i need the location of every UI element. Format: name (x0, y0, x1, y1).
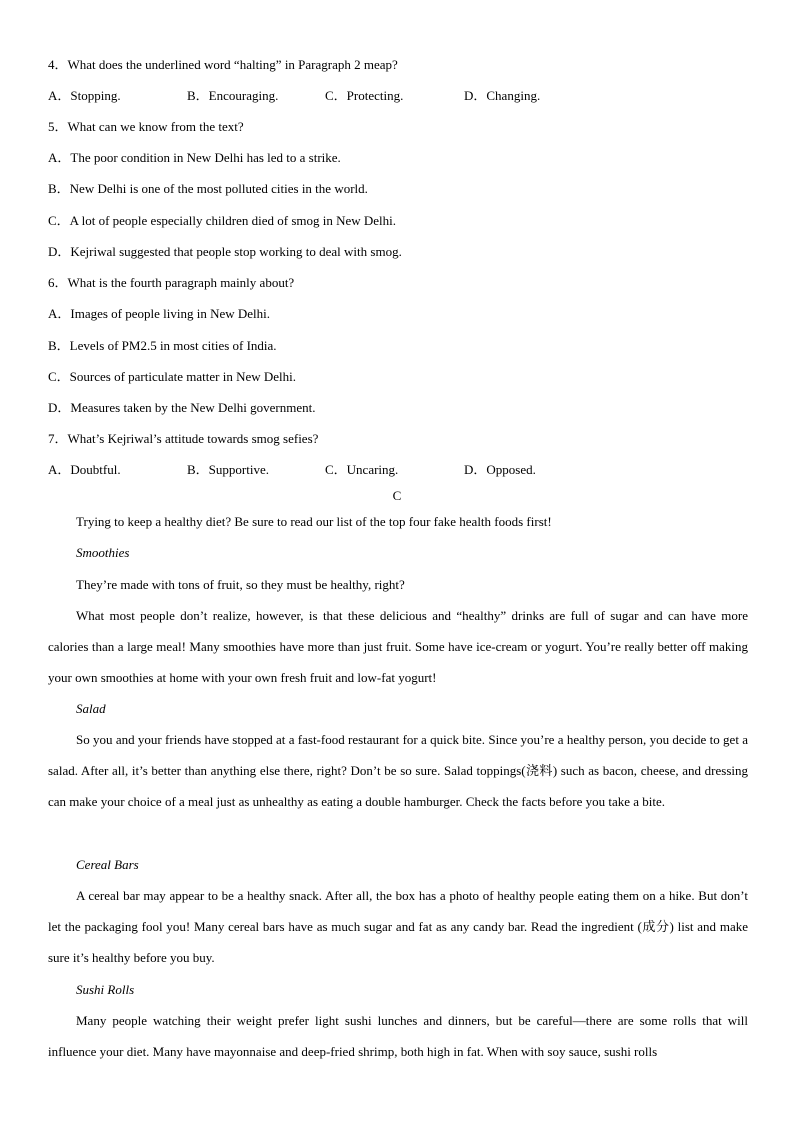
q7-stem: 7．What’s Kejriwal’s attitude towards smog sefies? (48, 431, 319, 446)
sushi-rolls-paragraph: Many people watching their weight prefer light sushi lunches and dinners, but be careful—there are some rolls that will influence your diet. Many have mayonnaise and deep-fried shrimp, both high in fat. When with soy sauce, sushi rolls (48, 1013, 748, 1060)
q5-option-d: D．Kejriwal suggested that people stop working to deal with smog. (48, 244, 402, 259)
q7-option-b: B．Supportive. (187, 462, 269, 477)
q6-stem: 6．What is the fourth paragraph mainly about? (48, 275, 295, 290)
heading-smoothies: Smoothies (76, 545, 130, 560)
smoothies-question: They’re made with tons of fruit, so they must be healthy, right? (76, 577, 405, 592)
passage-intro: Trying to keep a healthy diet? Be sure to read our list of the top four fake health foods first! (76, 514, 552, 529)
heading-salad: Salad (76, 701, 106, 716)
q5-stem: 5．What can we know from the text? (48, 119, 244, 134)
q4-option-b: B．Encouraging. (187, 88, 279, 103)
heading-sushi-rolls: Sushi Rolls (76, 982, 135, 997)
q4-option-a: A．Stopping. (48, 88, 121, 103)
q4-stem: 4．What does the underlined word “halting” in Paragraph 2 meap? (48, 57, 398, 72)
heading-cereal-bars: Cereal Bars (76, 857, 139, 872)
q7-option-d: D．Opposed. (464, 462, 536, 477)
q6-option-c: C．Sources of particulate matter in New Delhi. (48, 369, 297, 384)
q6-option-d: D．Measures taken by the New Delhi government. (48, 400, 316, 415)
q7-option-a: A．Doubtful. (48, 462, 121, 477)
q5-option-c: C．A lot of people especially children died of smog in New Delhi. (48, 213, 397, 228)
q6-option-a: A．Images of people living in New Delhi. (48, 306, 271, 321)
q4-option-c: C．Protecting. (325, 88, 404, 103)
q7-option-c: C．Uncaring. (325, 462, 399, 477)
q5-option-b: B．New Delhi is one of the most polluted cities in the world. (48, 181, 368, 196)
passage-label: C (392, 488, 402, 503)
cereal-bars-paragraph: A cereal bar may appear to be a healthy snack. After all, the box has a photo of healthy people eating them on a hike. But don’t let the packaging fool you! Many cereal bars have as much sugar and fat as any candy bar. Read the ingredient (成分) list and make sure it’s healthy before you buy. (48, 888, 748, 966)
q4-option-d: D．Changing. (464, 88, 541, 103)
salad-paragraph: So you and your friends have stopped at a fast-food restaurant for a quick bite. Since you’re a healthy person, you decide to get a salad. After all, it’s better than anything else there, right? Don’t be so sure. Salad toppings(浇料) such as bacon, cheese, and dressing can make your choice of a meal just as unhealthy as eating a double hamburger. Check the facts before you take a bite. (48, 732, 748, 810)
q6-option-b: B．Levels of PM2.5 in most cities of India. (48, 338, 277, 353)
smoothies-paragraph: What most people don’t realize, however, is that these delicious and “healthy” drinks are full of sugar and can have more calories than a large meal! Many smoothies have more than just fruit. Some have ice-cream or yogurt. You’re really better off making your own smoothies at home with your own fresh fruit and low-fat yogurt! (48, 608, 748, 686)
q5-option-a: A．The poor condition in New Delhi has led to a strike. (48, 150, 341, 165)
